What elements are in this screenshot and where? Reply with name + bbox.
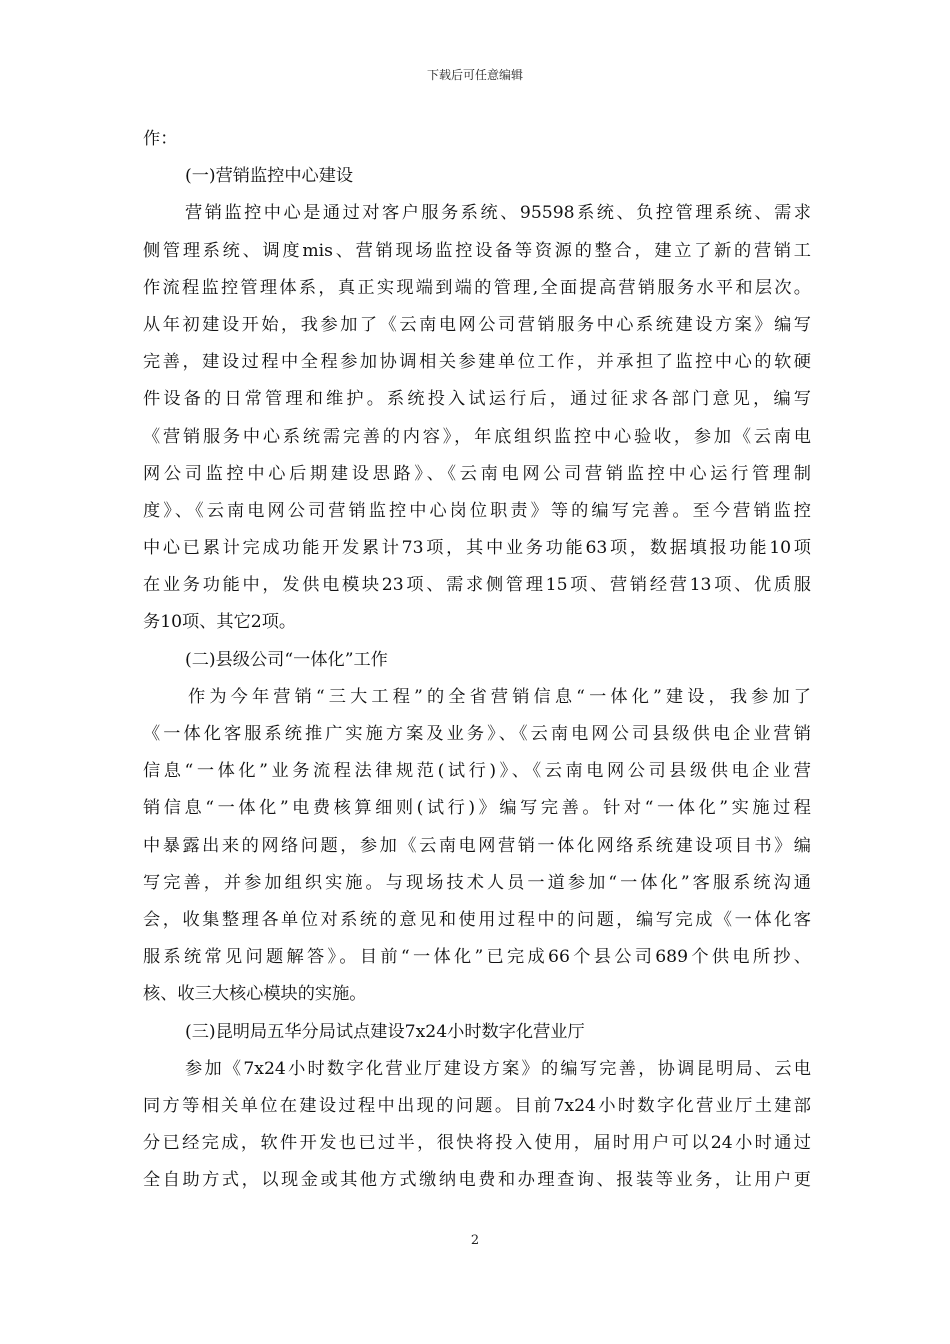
text-line: 完善，建设过程中全程参加协调相关参建单位工作，并承担了监控中心的软硬 <box>143 352 811 373</box>
text-line: 《一体化客服系统推广实施方案及业务》、《云南电网公司县级供电企业营销 <box>143 724 811 744</box>
text-line: 侧管理系统、调度mis、营销现场监控设备等资源的整合，建立了新的营销工 <box>143 240 811 261</box>
text-line: 《营销服务中心系统需完善的内容》，年底组织监控中心验收，参加《云南电 <box>143 426 811 447</box>
text-line: 分已经完成，软件开发也已过半，很快将投入使用，届时用户可以24小时通过 <box>143 1133 811 1154</box>
page-number: 2 <box>470 1233 480 1248</box>
text-line: 务10项、其它2项。 <box>143 612 297 633</box>
text-line: 服系统常见问题解答》。目前“一体化”已完成66个县公司689个供电所抄、 <box>143 947 811 968</box>
text-line: 中心已累计完成功能开发累计73项，其中业务功能63项，数据填报功能10项 <box>143 538 811 559</box>
text-line: 作为今年营销“三大工程”的全省营销信息“一体化”建设，我参加了 <box>188 686 811 707</box>
text-line: 作： <box>143 129 178 149</box>
text-line: 件设备的日常管理和维护。系统投入试运行后，通过征求各部门意见，编写 <box>143 389 811 410</box>
text-line: 核、收三大核心模块的实施。 <box>143 984 367 1005</box>
text-line: 全自助方式，以现金或其他方式缴纳电费和办理查询、报装等业务，让用户更 <box>143 1170 811 1191</box>
text-line: 在业务功能中，发供电模块23项、需求侧管理15项、营销经营13项、优质服 <box>143 575 811 596</box>
text-line: (三)昆明局五华分局试点建设7x24小时数字化营业厅 <box>185 1021 585 1042</box>
text-line: 同方等相关单位在建设过程中出现的问题。目前7x24小时数字化营业厅土建部 <box>143 1095 811 1116</box>
text-line: 信息“一体化”业务流程法律规范(试行)》、《云南电网公司县级供电企业营 <box>143 761 811 782</box>
text-line: 参加《7x24小时数字化营业厅建设方案》的编写完善，协调昆明局、云电 <box>185 1058 811 1079</box>
text-line: 营销监控中心是通过对客户服务系统、95598系统、负控管理系统、需求 <box>185 203 811 224</box>
text-line: (一)营销监控中心建设 <box>185 166 354 187</box>
text-line: 写完善，并参加组织实施。与现场技术人员一道参加“一体化”客服系统沟通 <box>143 872 811 893</box>
text-line: 会，收集整理各单位对系统的意见和使用过程中的问题，编写完成《一体化客 <box>143 909 811 930</box>
text-line: 作流程监控管理体系，真正实现端到端的管理,全面提高营销服务水平和层次。 <box>143 277 811 298</box>
text-line: 销信息“一体化”电费核算细则(试行)》编写完善。针对“一体化”实施过程 <box>143 798 811 819</box>
text-line: 中暴露出来的网络问题，参加《云南电网营销一体化网络系统建设项目书》编 <box>143 835 811 856</box>
document-body <box>143 121 811 1199</box>
text-line: 从年初建设开始，我参加了《云南电网公司营销服务中心系统建设方案》编写 <box>143 314 811 335</box>
text-line: 度》、《云南电网公司营销监控中心岗位职责》等的编写完善。至今营销监控 <box>143 500 811 521</box>
page-header: 下载后可任意编辑 <box>426 68 523 82</box>
text-line: (二)县级公司“一体化”工作 <box>185 649 388 670</box>
text-line: 网公司监控中心后期建设思路》、《云南电网公司营销监控中心运行管理制 <box>143 463 811 484</box>
